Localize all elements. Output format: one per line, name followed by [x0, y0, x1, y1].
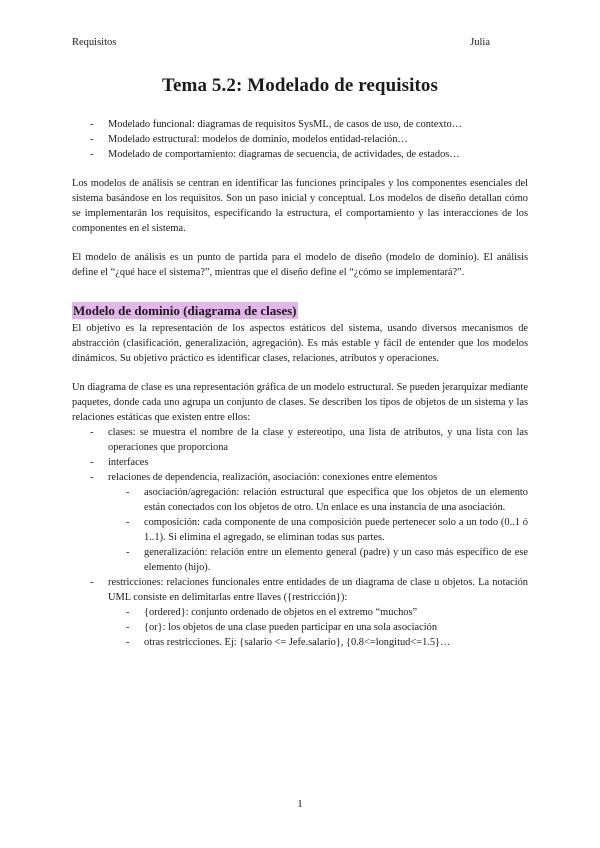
restrictions-sublist	[108, 605, 528, 650]
header-right: Julia	[470, 37, 490, 48]
list-item: - composición: cada componente de una composición puede pertenecer solo a un todo (0..1 ó 1..1). Si elimina el agregado, se eliminan todas sus partes.	[126, 517, 528, 543]
header-left: Requisitos	[72, 37, 117, 48]
list-item: - {or}: los objetos de una clase pueden participar en una sola asociación	[126, 622, 438, 633]
relations-sublist	[108, 485, 528, 575]
class-diagram-list	[72, 425, 528, 650]
list-item: - asociación/agregación: relación estructural que especifica que los objetos de un elemento están conectados con los objetos de otro. Un enlace es una instancia de una asociación.	[126, 487, 528, 513]
page-title: Tema 5.2: Modelado de requisitos	[161, 75, 439, 96]
list-item: - Modelado de comportamiento: diagramas de secuencia, de actividades, de estados…	[90, 149, 460, 160]
list-item: - Modelado estructural: modelos de dominio, modelos entidad-relación…	[90, 134, 408, 145]
list-item: - generalización: relación entre un elemento general (padre) y un caso más específico de ese elemento (hijo).	[126, 547, 528, 573]
paragraph-analysis-vs-design: El modelo de análisis es un punto de partida para el modelo de diseño (modelo de dominio). El análisis define el “¿qué hace el sistema?”, mientras que el diseño define el “¿cómo se implementará?”.	[72, 252, 528, 278]
section-heading: Modelo de dominio (diagrama de clases)	[73, 303, 297, 318]
list-item: - relaciones de dependencia, realización, asociación: conexiones entre elementos - asociación/agregación: relación estructural que especifica que los objetos de un elemento están conectados con los objetos de otro. Un enlace es una instancia de una asociación. - composición: cada componente de una composición puede pertenecer solo a un todo (0..1 ó 1..1). Si elimina el agregado, se eliminan todas sus partes. - generalización: relación entre un elemento general (padre) y un caso más específico de ese elemento (hijo).	[90, 472, 528, 573]
content	[72, 112, 528, 650]
section-heading-wrapper	[72, 302, 528, 320]
page-number: 1	[297, 798, 303, 810]
paragraph-class-diagram: Un diagrama de clase es una representación gráfica de un modelo estructural. Se pueden jerarquizar mediante paquetes, donde cada uno agrupa un conjunto de clases. Se describen los tipos de objetos de un sistema y las relaciones estáticas que existen entre ellos:	[72, 382, 528, 423]
paragraph-analysis-models: Los modelos de análisis se centran en identificar las funciones principales y los componentes esenciales del sistema basándose en los requisitos. Son un paso inicial y conceptual. Los modelos de diseño detallan cómo se implementarán los requisitos, especificando la estructura, el comportamiento y las interacciones de los componentes en el sistema.	[72, 178, 528, 234]
list-item: - interfaces	[90, 457, 149, 468]
list-item: - Modelado funcional: diagramas de requisitos SysML, de casos de uso, de contexto…	[90, 119, 463, 130]
intro-list	[72, 117, 528, 162]
list-item: - restricciones: relaciones funcionales entre entidades de un diagrama de clase u objetos. La notación UML consiste en delimitarlas entre llaves ({restricción}): - {ordered}: conjunto ordenado de objetos en el extremo “muchos” - {or}: los objetos de una clase pueden participar en una sola asociación - otras restricciones. Ej: {salario <= Jefe.salario}, {0.8<=longitud<=1.5}…	[90, 577, 528, 648]
list-item: - clases: se muestra el nombre de la clase y estereotipo, una lista de atributos, y una lista con las operaciones que proporciona	[90, 427, 528, 453]
running-header	[72, 37, 490, 48]
paragraph-domain-model: El objetivo es la representación de los aspectos estáticos del sistema, usando diversos mecanismos de abstracción (clasificación, generalización, agregación). Es más estable y fácil de entender que los modelos dinámicos. Su objetivo práctico es identificar clases, relaciones, atributos y operaciones.	[72, 323, 528, 364]
list-item: - {ordered}: conjunto ordenado de objetos en el extremo “muchos”	[126, 607, 418, 618]
list-item: - otras restricciones. Ej: {salario <= Jefe.salario}, {0.8<=longitud<=1.5}…	[126, 637, 451, 648]
